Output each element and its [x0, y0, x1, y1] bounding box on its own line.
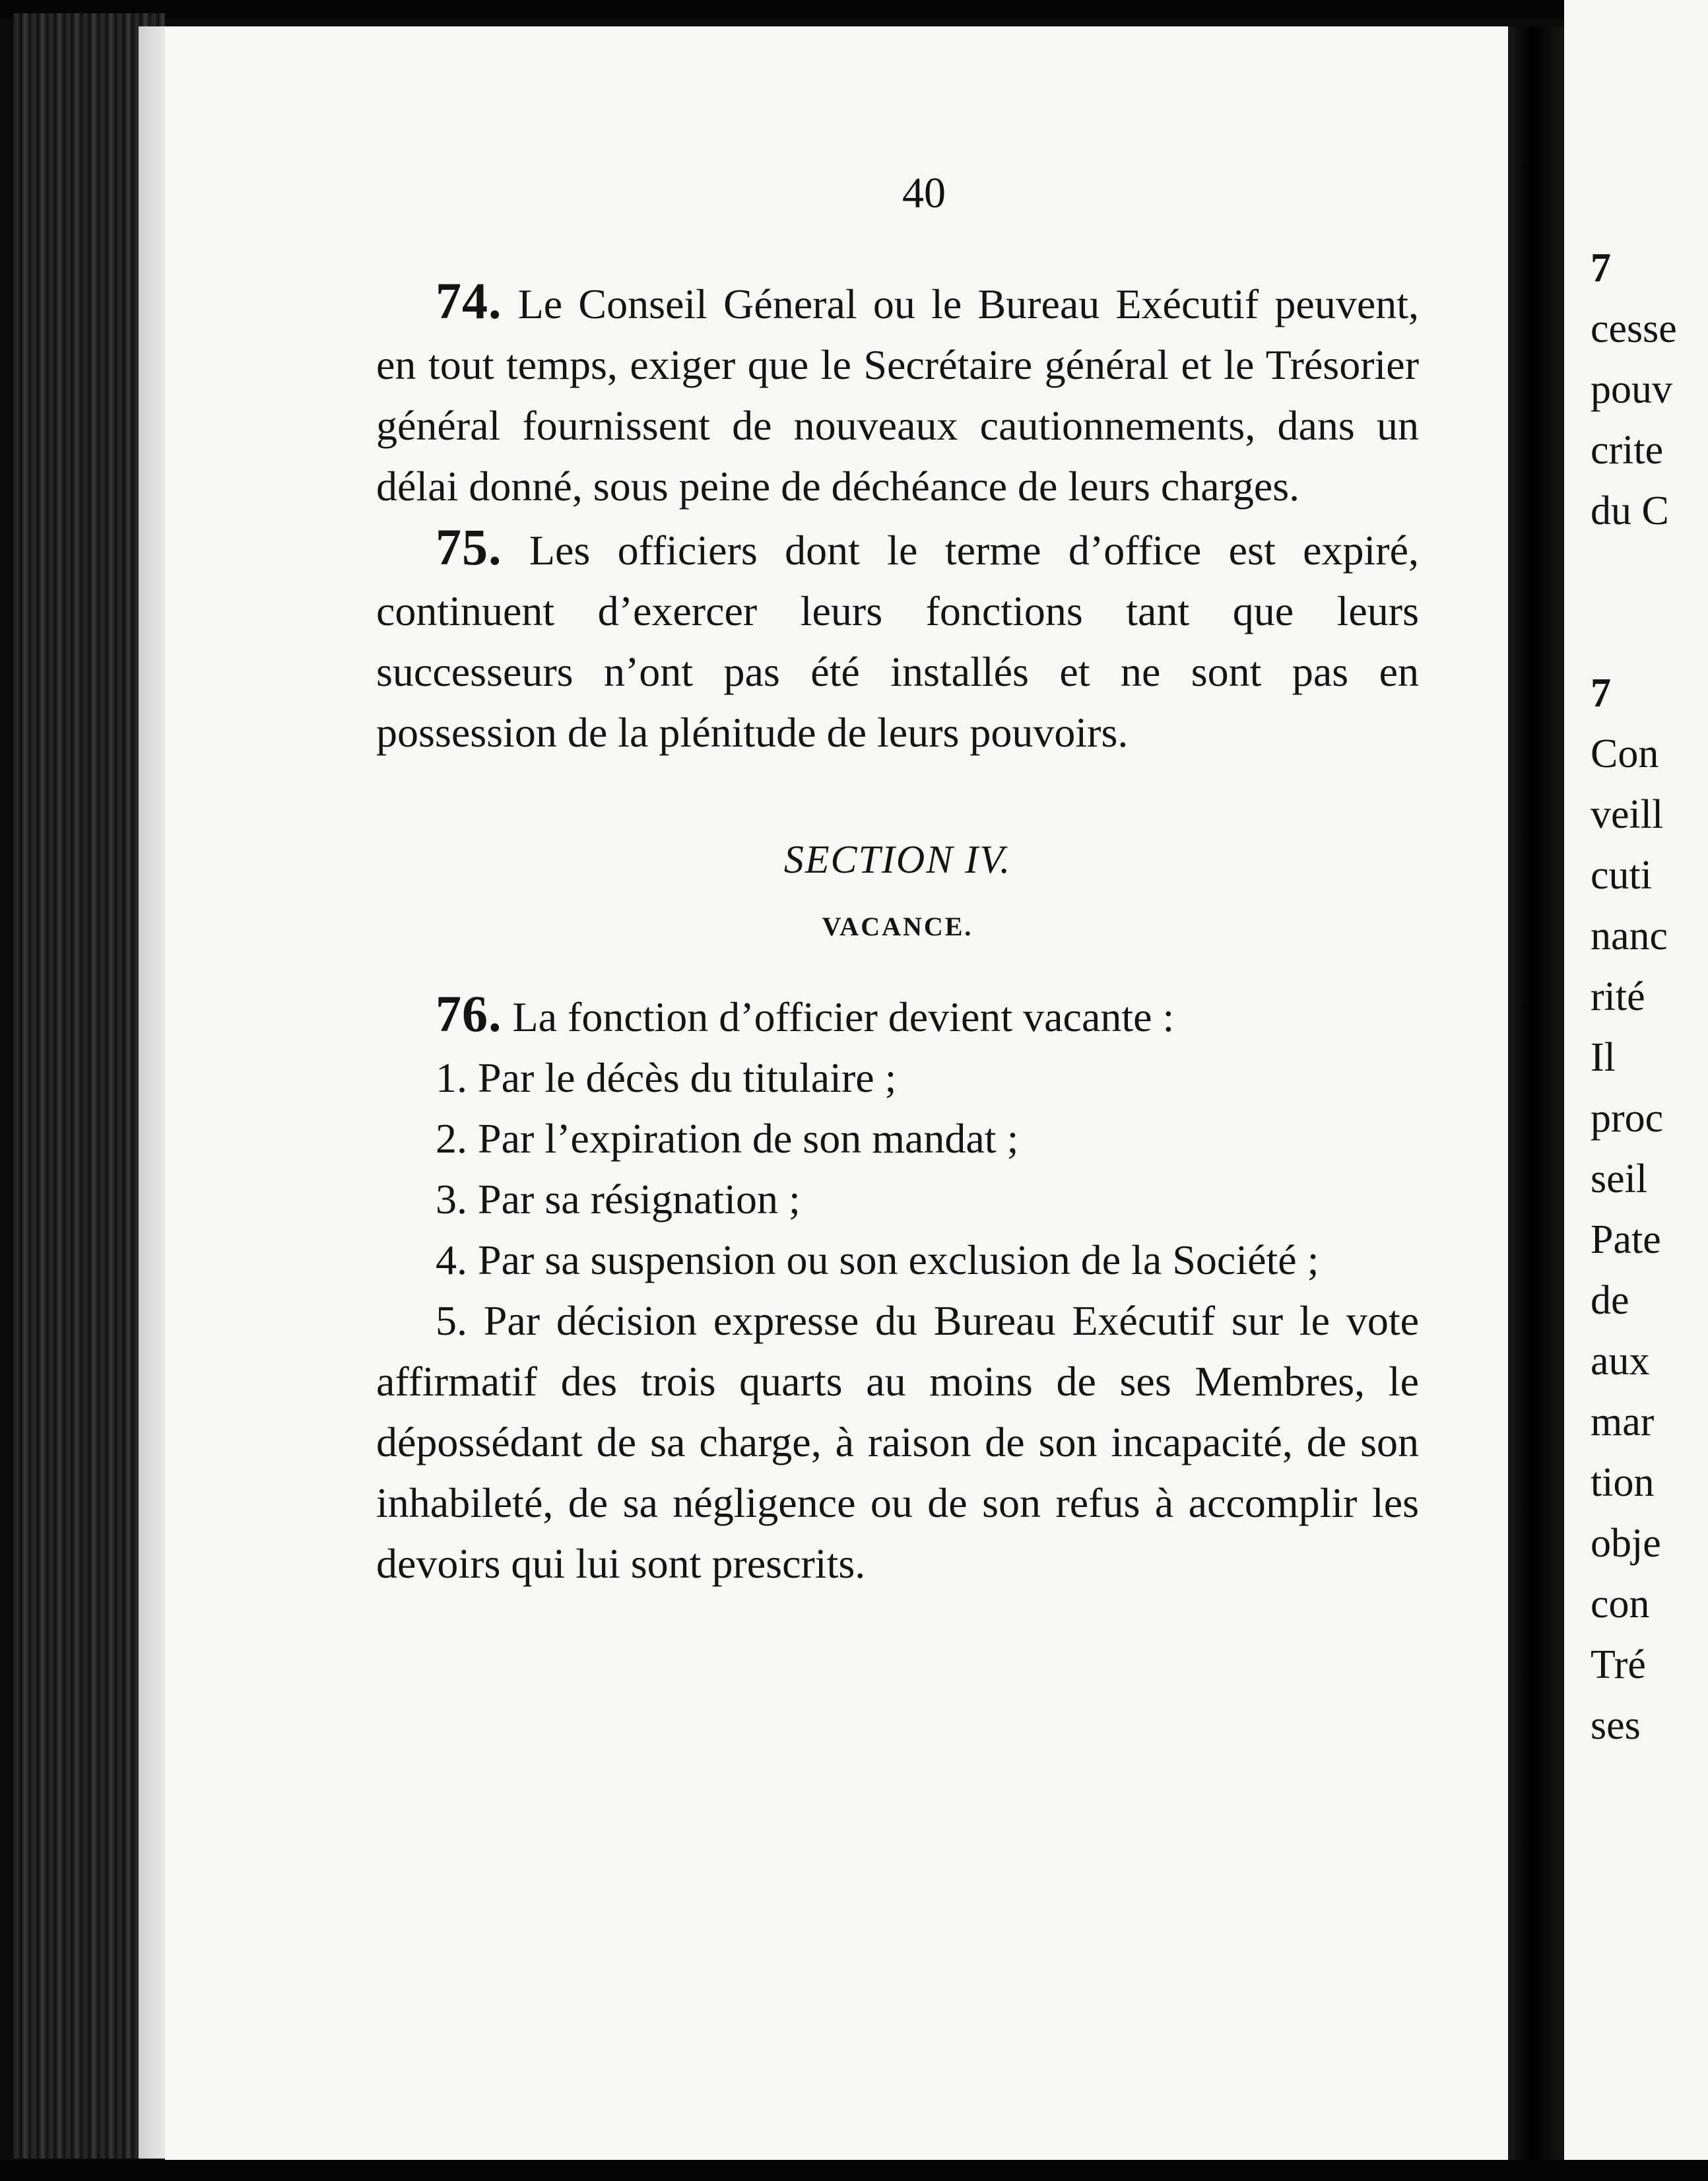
right-fragment: Con — [1591, 731, 1659, 776]
section-subtitle: VACANCE. — [822, 912, 973, 941]
section-title: SECTION IV. — [783, 838, 1012, 881]
right-fragment: crite — [1591, 428, 1664, 473]
article-75-text: Les officiers dont le terme d’office est expiré, continuent d’exercer leurs fonctions tant que leurs successeurs n’ont pas été installés et ne sont pas en possession de la plénitude de leurs pouvoirs. — [376, 527, 1419, 756]
right-fragment: cesse — [1591, 306, 1677, 351]
right-fragment: Il — [1591, 1035, 1616, 1080]
list-item: 4. Par sa suspension ou son exclusion de la Société ; — [436, 1236, 1319, 1283]
right-fragment: mar — [1591, 1399, 1655, 1444]
right-fragment: Pate — [1591, 1217, 1661, 1262]
right-fragment: proc — [1591, 1096, 1664, 1141]
article-74 — [376, 271, 1419, 517]
right-fragment: rité — [1591, 974, 1645, 1019]
scan-border-top — [0, 0, 1708, 18]
article-76 — [376, 984, 1419, 1048]
article-75-number: 75. — [436, 518, 502, 576]
right-fragment: 7 — [1591, 671, 1611, 716]
right-fragment: seil — [1591, 1157, 1648, 1201]
right-fragment: de — [1591, 1278, 1629, 1323]
list-item: 3. Par sa résignation ; — [436, 1176, 801, 1223]
list-item: 2. Par l’expiration de son mandat ; — [436, 1115, 1019, 1162]
right-fragment: cuti — [1591, 853, 1652, 898]
right-fragment: du C — [1591, 488, 1669, 533]
right-fragment: obje — [1591, 1521, 1661, 1566]
right-fragment: pouv — [1591, 367, 1672, 412]
right-page-fragments — [1591, 238, 1708, 1756]
list-item: 5. Par décision expresse du Bureau Exécutif sur le vote affirmatif des trois quarts au moins de ses Membres, le dépossédant de sa charge, à raison de son incapacité, de son inhabileté, de sa négligence ou de son refus à accomplir les devoirs qui lui sont prescrits. — [376, 1297, 1419, 1587]
right-fragment: tion — [1591, 1460, 1655, 1505]
right-fragment: veill — [1591, 792, 1664, 837]
right-fragment: aux — [1591, 1339, 1650, 1384]
right-fragment: con — [1591, 1582, 1650, 1627]
right-fragment: ses — [1591, 1703, 1641, 1748]
article-74-text: Le Conseil Géneral ou le Bureau Exécutif peuvent, en tout temps, exiger que le Secrétaire général et le Trésorier général fournissent de nouveaux cautionnements, dans un délai donné, sous peine de déchéance de leurs charges. — [376, 281, 1420, 510]
list-item: 1. Par le décès du titulaire ; — [436, 1054, 897, 1101]
article-74-number: 74. — [436, 272, 502, 329]
right-fragment: nanc — [1591, 914, 1668, 958]
right-fragment: 7 — [1591, 246, 1611, 290]
scan-border-bottom — [0, 2160, 1708, 2181]
article-76-intro: La fonction d’officier devient vacante : — [512, 993, 1175, 1040]
page-number: 40 — [902, 169, 946, 217]
book-spine — [1508, 26, 1564, 2172]
article-76-number: 76. — [436, 985, 502, 1042]
page-body — [376, 271, 1419, 1594]
article-75 — [376, 517, 1419, 763]
right-fragment: Tré — [1591, 1642, 1646, 1687]
